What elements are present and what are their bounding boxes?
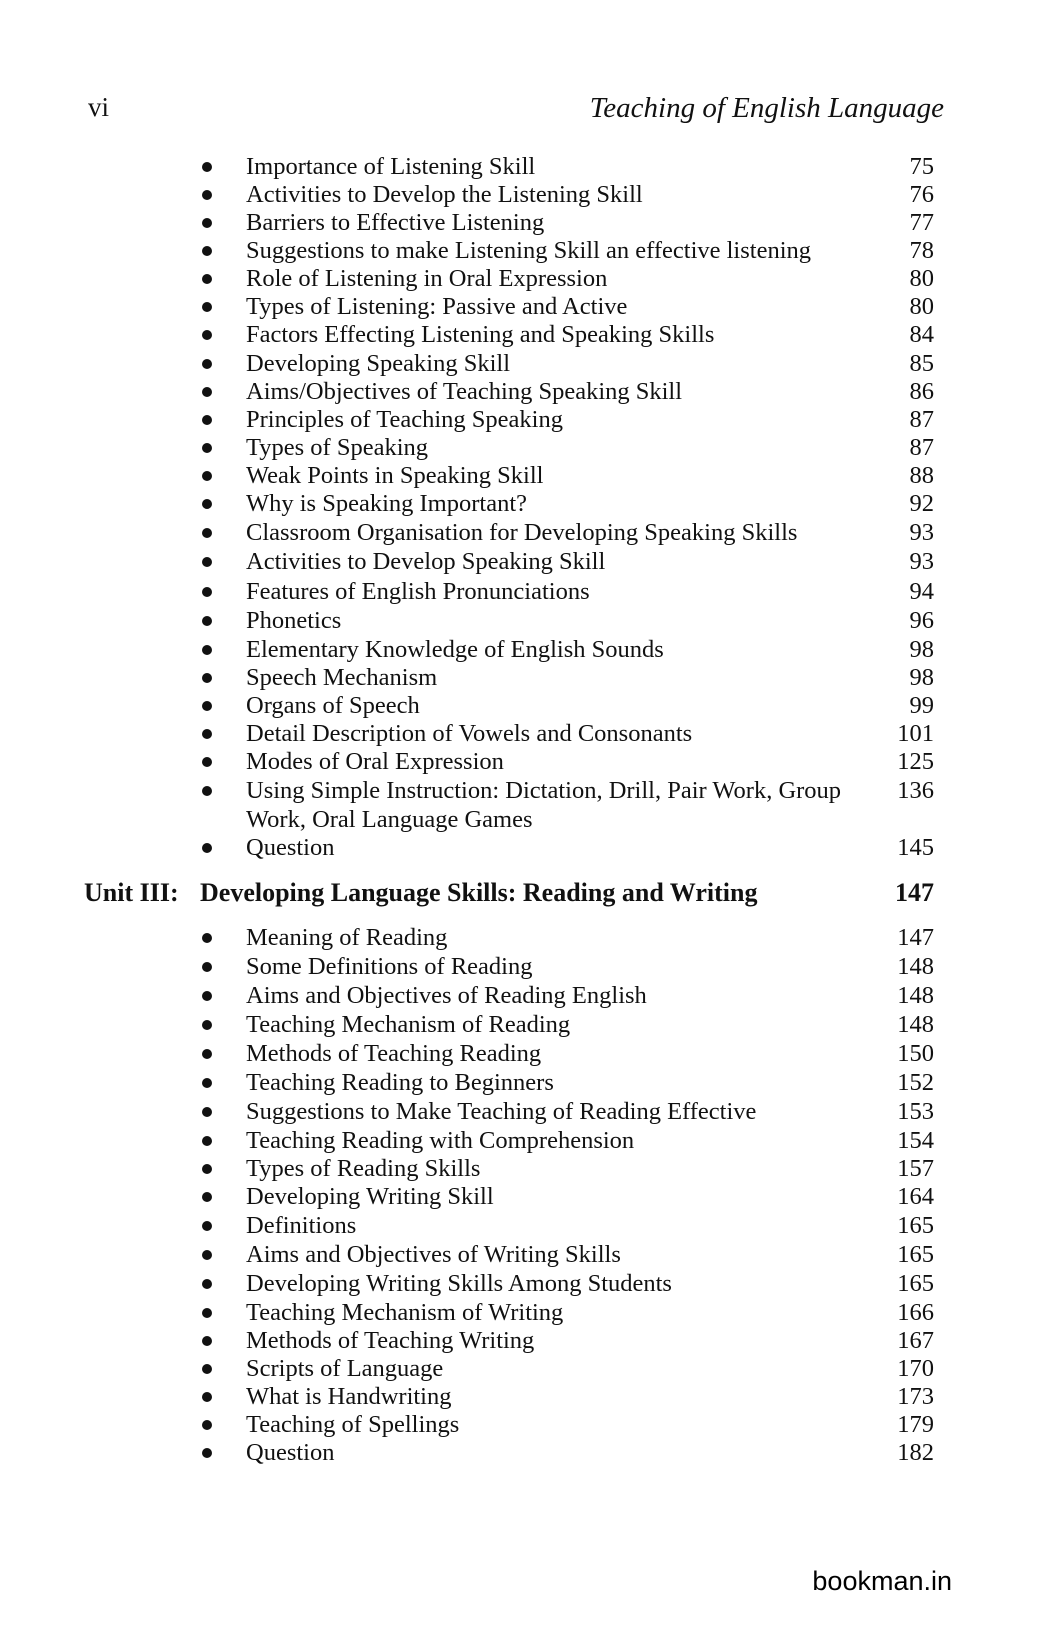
- toc-item-page: 78: [909, 237, 934, 264]
- bullet-icon: [202, 1020, 212, 1030]
- toc-item-label: Teaching Reading with Comprehension: [246, 1127, 635, 1154]
- bullet-icon: [202, 1336, 212, 1346]
- toc-item-page: 152: [897, 1069, 934, 1096]
- toc-item: [0, 1068, 1044, 1097]
- bullet-icon: [202, 786, 212, 796]
- toc-item-page: 87: [909, 434, 934, 461]
- bullet-icon: [202, 587, 212, 597]
- toc-item-page: 145: [897, 834, 934, 861]
- toc-item: [0, 663, 1044, 692]
- bullet-icon: [202, 1308, 212, 1318]
- toc-item: [0, 776, 1044, 834]
- bullet-icon: [202, 443, 212, 453]
- toc-item-label: Types of Speaking: [246, 434, 429, 461]
- toc-item-label: Teaching Mechanism of Writing: [246, 1299, 564, 1326]
- toc-item: [0, 377, 1044, 406]
- toc-item-page: 92: [909, 490, 934, 517]
- bullet-icon: [202, 1364, 212, 1374]
- page-number: vi: [88, 92, 110, 122]
- bullet-icon: [202, 843, 212, 853]
- toc-item-page: 94: [909, 578, 934, 605]
- toc-item: [0, 1010, 1044, 1039]
- toc-item-label: Modes of Oral Expression: [246, 748, 504, 775]
- toc-item-page: 85: [909, 350, 934, 377]
- toc-item-page: 93: [909, 548, 934, 575]
- toc-item-label: Elementary Knowledge of English Sounds: [246, 636, 664, 663]
- toc-item-label: Developing Speaking Skill: [246, 350, 511, 377]
- toc-item-page: 167: [897, 1327, 934, 1354]
- toc-item-label: Features of English Pronunciations: [246, 578, 590, 605]
- bullet-icon: [202, 1420, 212, 1430]
- toc-item-label: Question: [246, 834, 335, 861]
- toc-item-page: 84: [909, 321, 934, 348]
- toc-item-page: 101: [897, 720, 934, 747]
- toc-item-label: Activities to Develop Speaking Skill: [246, 548, 606, 575]
- bullet-icon: [202, 557, 212, 567]
- toc-item-page: 173: [897, 1383, 934, 1410]
- toc-item-label: Barriers to Effective Listening: [246, 209, 545, 236]
- toc-item-page: 88: [909, 462, 934, 489]
- toc-item: [0, 606, 1044, 635]
- toc-item-label: Organs of Speech: [246, 692, 420, 719]
- bullet-icon: [202, 415, 212, 425]
- unit-title: Developing Language Skills: Reading and Writing: [200, 878, 758, 907]
- bullet-icon: [202, 1279, 212, 1289]
- toc-item: [0, 152, 1044, 181]
- toc-item-page: 75: [909, 153, 934, 180]
- toc-item: [0, 518, 1044, 547]
- bullet-icon: [202, 962, 212, 972]
- bullet-icon: [202, 190, 212, 200]
- toc-item-label: Suggestions to Make Teaching of Reading Effective: [246, 1098, 757, 1125]
- toc-item: [0, 236, 1044, 265]
- bullet-icon: [202, 701, 212, 711]
- toc-item-label: Using Simple Instruction: Dictation, Drill, Pair Work, Group Work, Oral Language Games: [246, 777, 842, 833]
- toc-item-label: Weak Points in Speaking Skill: [246, 462, 544, 489]
- bullet-icon: [202, 246, 212, 256]
- toc-item: [0, 952, 1044, 981]
- toc-item-page: 148: [897, 982, 934, 1009]
- toc-item-page: 170: [897, 1355, 934, 1382]
- toc-item: [0, 264, 1044, 293]
- bullet-icon: [202, 1049, 212, 1059]
- toc-item-label: Question: [246, 1439, 335, 1466]
- toc-item-label: Aims/Objectives of Teaching Speaking Skill: [246, 378, 683, 405]
- toc-item: [0, 1438, 1044, 1467]
- toc-item-label: Methods of Teaching Reading: [246, 1040, 542, 1067]
- toc-item-label: Detail Description of Vowels and Consonants: [246, 720, 693, 747]
- toc-item-page: 154: [897, 1127, 934, 1154]
- book-title: Teaching of English Language: [589, 92, 944, 124]
- toc-item: [0, 1211, 1044, 1240]
- toc-item-label: Classroom Organisation for Developing Speaking Skills: [246, 519, 798, 546]
- toc-item-label: Suggestions to make Listening Skill an effective listening: [246, 237, 812, 264]
- toc-item: [0, 1354, 1044, 1383]
- toc-item: [0, 180, 1044, 209]
- bullet-icon: [202, 1078, 212, 1088]
- toc-item-label: Activities to Develop the Listening Skill: [246, 181, 643, 208]
- toc-item-label: Speech Mechanism: [246, 664, 438, 691]
- bullet-icon: [202, 1192, 212, 1202]
- toc-item-label: Principles of Teaching Speaking: [246, 406, 563, 433]
- toc-item-label: Teaching Mechanism of Reading: [246, 1011, 571, 1038]
- toc-item-label: Importance of Listening Skill: [246, 153, 536, 180]
- toc-item: [0, 547, 1044, 576]
- toc-item-page: 150: [897, 1040, 934, 1067]
- bullet-icon: [202, 1107, 212, 1117]
- toc-item-label: Why is Speaking Important?: [246, 490, 528, 517]
- toc-item: [0, 1182, 1044, 1211]
- toc-item-page: 164: [897, 1183, 934, 1210]
- toc-item: [0, 833, 1044, 862]
- toc-item-page: 165: [897, 1270, 934, 1297]
- toc-item-label: Teaching Reading to Beginners: [246, 1069, 554, 1096]
- toc-item-page: 165: [897, 1212, 934, 1239]
- toc-item-page: 182: [897, 1439, 934, 1466]
- toc-item: [0, 433, 1044, 462]
- bullet-icon: [202, 729, 212, 739]
- bullet-icon: [202, 302, 212, 312]
- toc-item: [0, 1240, 1044, 1269]
- toc-item-label: Meaning of Reading: [246, 924, 448, 951]
- bullet-icon: [202, 387, 212, 397]
- toc-item: [0, 349, 1044, 378]
- toc-item: [0, 292, 1044, 321]
- bullet-icon: [202, 757, 212, 767]
- toc-item-label: Aims and Objectives of Writing Skills: [246, 1241, 621, 1268]
- toc-item-label: Phonetics: [246, 607, 342, 634]
- toc-item: [0, 635, 1044, 664]
- bullet-icon: [202, 218, 212, 228]
- toc-item-page: 87: [909, 406, 934, 433]
- bullet-icon: [202, 616, 212, 626]
- toc-item: [0, 1154, 1044, 1183]
- toc-item-label: Developing Writing Skills Among Students: [246, 1270, 672, 1297]
- toc-item-label: Developing Writing Skill: [246, 1183, 494, 1210]
- toc-item-label: Factors Effecting Listening and Speaking Skills: [246, 321, 715, 348]
- bullet-icon: [202, 991, 212, 1001]
- bullet-icon: [202, 1250, 212, 1260]
- toc-item-page: 93: [909, 519, 934, 546]
- bullet-icon: [202, 1392, 212, 1402]
- bullet-icon: [202, 1164, 212, 1174]
- toc-item-page: 99: [909, 692, 934, 719]
- toc-item: [0, 923, 1044, 952]
- unit-heading: [0, 877, 1044, 909]
- toc-item: [0, 747, 1044, 776]
- toc-item-label: Scripts of Language: [246, 1355, 444, 1382]
- toc-item-page: 96: [909, 607, 934, 634]
- toc-item-label: Role of Listening in Oral Expression: [246, 265, 608, 292]
- toc-item: [0, 1382, 1044, 1411]
- toc-item-page: 136: [897, 777, 934, 804]
- bullet-icon: [202, 274, 212, 284]
- toc-item: [0, 1326, 1044, 1355]
- toc-item: [0, 1269, 1044, 1298]
- toc-item-page: 80: [909, 265, 934, 292]
- toc-item: [0, 489, 1044, 518]
- toc-item-page: 98: [909, 636, 934, 663]
- toc-item-page: 157: [897, 1155, 934, 1182]
- toc-item-page: 86: [909, 378, 934, 405]
- bullet-icon: [202, 162, 212, 172]
- bullet-icon: [202, 933, 212, 943]
- toc-item: [0, 208, 1044, 237]
- toc-item-page: 179: [897, 1411, 934, 1438]
- toc-item-page: 125: [897, 748, 934, 775]
- toc-item-label: Types of Listening: Passive and Active: [246, 293, 628, 320]
- bullet-icon: [202, 359, 212, 369]
- toc-item: [0, 1298, 1044, 1327]
- bullet-icon: [202, 499, 212, 509]
- bullet-icon: [202, 645, 212, 655]
- toc-item: [0, 1410, 1044, 1439]
- toc-item-label: Aims and Objectives of Reading English: [246, 982, 647, 1009]
- toc-item: [0, 405, 1044, 434]
- unit-label: Unit III:: [84, 878, 179, 907]
- toc-item: [0, 1097, 1044, 1126]
- toc-item-label: Methods of Teaching Writing: [246, 1327, 535, 1354]
- toc-item-label: What is Handwriting: [246, 1383, 452, 1410]
- unit-page: 147: [895, 878, 934, 907]
- bullet-icon: [202, 330, 212, 340]
- toc-item: [0, 691, 1044, 720]
- toc-item: [0, 320, 1044, 349]
- toc-item: [0, 1126, 1044, 1155]
- bullet-icon: [202, 471, 212, 481]
- toc-item: [0, 981, 1044, 1010]
- toc-item-page: 166: [897, 1299, 934, 1326]
- toc-item-page: 80: [909, 293, 934, 320]
- toc-item-page: 76: [909, 181, 934, 208]
- toc-item-page: 148: [897, 1011, 934, 1038]
- bullet-icon: [202, 1221, 212, 1231]
- toc-item-page: 77: [909, 209, 934, 236]
- bullet-icon: [202, 673, 212, 683]
- toc-item-label: Teaching of Spellings: [246, 1411, 460, 1438]
- toc-item-page: 147: [897, 924, 934, 951]
- bullet-icon: [202, 528, 212, 538]
- toc-item-page: 98: [909, 664, 934, 691]
- toc-item: [0, 461, 1044, 490]
- toc-item-page: 148: [897, 953, 934, 980]
- toc-item: [0, 719, 1044, 748]
- bullet-icon: [202, 1136, 212, 1146]
- toc-item-page: 165: [897, 1241, 934, 1268]
- watermark: bookman.in: [812, 1566, 952, 1596]
- toc-item-page: 153: [897, 1098, 934, 1125]
- toc-item: [0, 1039, 1044, 1068]
- bullet-icon: [202, 1448, 212, 1458]
- toc-item-label: Definitions: [246, 1212, 357, 1239]
- toc-item-label: Types of Reading Skills: [246, 1155, 481, 1182]
- toc-item-label: Some Definitions of Reading: [246, 953, 533, 980]
- toc-item: [0, 577, 1044, 606]
